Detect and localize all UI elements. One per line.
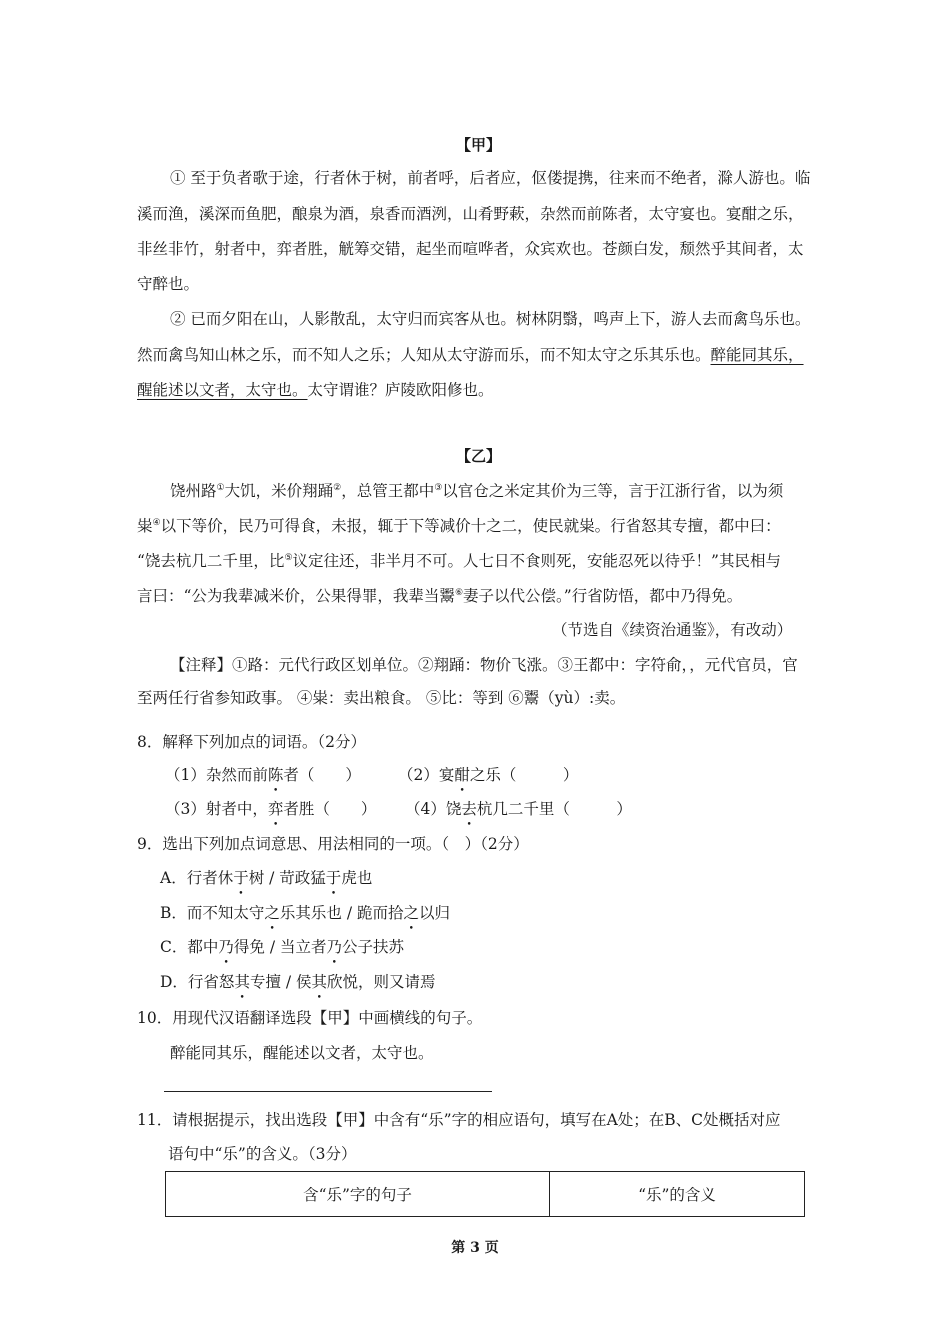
- yi-text: “饶去杭几二千里，比: [137, 552, 285, 570]
- yi-text: 议定往还，非半月不可。人七日不食则死，安能忍死以待乎！”其民相与: [292, 552, 781, 570]
- table-header-sentence: 含“乐”字的句子: [166, 1172, 550, 1217]
- yi-line-1: [170, 480, 783, 502]
- q9-option-c[interactable]: [160, 936, 404, 958]
- q9-option-d[interactable]: [160, 971, 436, 993]
- q10-sentence: 醉能同其乐，醒能述以文者，太守也。: [170, 1044, 434, 1062]
- dotted-word: 乃: [218, 938, 234, 956]
- question-11-line-2: 语句中“乐”的含义。（3分）: [168, 1145, 357, 1163]
- footnote-marker: ②: [333, 482, 342, 493]
- jia-line-6: [137, 344, 804, 366]
- q8-text: （3）射者中，: [165, 800, 268, 818]
- yi-text: 饶州路: [170, 482, 217, 500]
- q9-option-b[interactable]: [160, 902, 450, 924]
- footnote-marker: ③: [434, 482, 443, 493]
- footnote-marker: ⑥: [454, 587, 464, 598]
- question-10-stem: 10．用现代汉语翻译选段【甲】中画横线的句子。: [137, 1009, 483, 1027]
- dotted-word: 酣: [454, 766, 470, 784]
- underlined-sentence-part-2: 醒能述以文者，太守也。: [137, 381, 308, 399]
- jia-line-2: 溪而渔，溪深而鱼肥，酿泉为酒，泉香而酒洌，山肴野蔌，杂然而前陈者，太守宴也。宴酣之乐，: [137, 205, 804, 223]
- dotted-word: 其: [311, 973, 328, 991]
- option-text: 欣悦，则又请焉: [327, 973, 436, 991]
- option-text: A．行者休: [160, 869, 234, 887]
- q8-item-4: [405, 798, 632, 820]
- footnote-marker: ④: [152, 517, 161, 528]
- q9-option-a[interactable]: [160, 867, 372, 889]
- section-yi-heading: 【乙】: [456, 447, 502, 465]
- dotted-word: 其: [234, 973, 250, 991]
- jia-line-4: 守醉也。: [137, 275, 200, 293]
- yi-text: ，总管王都中: [341, 482, 435, 500]
- jia-line-6-text: 然而禽鸟知山林之乐，而不知人之乐；人知从太守游而乐，而不知太守之乐其乐也。: [137, 346, 711, 364]
- jia-line-7: [137, 379, 494, 401]
- notes-line-1: 【注释】①路：元代行政区划单位。②翔踊：物价飞涨。③王都中：字符俞，，元代官员，官: [170, 656, 798, 674]
- dotted-word: 于: [325, 869, 342, 887]
- notes-line-2: 至两任行省参知政事。 ④粜：卖出粮食。 ⑤比：等到 ⑥鬻（yù）:卖。: [137, 689, 626, 707]
- question-11-line-1: 11．请根据提示，找出选段【甲】中含有“乐”字的相应语句，填写在A处；在B、C处概括对应: [137, 1111, 781, 1129]
- option-text: D．行省怒: [160, 973, 235, 991]
- yi-text: 妻子以代公偿。”行省防悟，都中乃得免。: [463, 587, 743, 605]
- jia-line-5: ② 已而夕阳在山，人影散乱，太守归而宾客从也。树林阴翳，鸣声上下，游人去而禽鸟乐也。: [170, 310, 811, 328]
- answer-blank[interactable]: 者（ ）: [283, 766, 361, 784]
- answer-blank[interactable]: 之乐（ ）: [469, 766, 579, 784]
- page-number: 第 3 页: [451, 1240, 499, 1256]
- q8-item-1: [165, 764, 361, 786]
- dotted-word: 弈: [267, 800, 284, 818]
- yi-text: 粜: [137, 517, 153, 535]
- yi-text: 言曰：“公为我辈减米价，公果得罪，我辈当鬻: [137, 587, 455, 605]
- jia-line-1: ① 至于负者歌于途，行者休于树，前者呼，后者应，伛偻提携，往来而不绝者，滁人游也。临: [170, 169, 811, 187]
- table-header-meaning: “乐”的含义: [550, 1172, 805, 1217]
- answer-blank[interactable]: 者胜（ ）: [283, 800, 377, 818]
- dotted-word: 之: [403, 904, 420, 922]
- q8-item-3: [165, 798, 376, 820]
- option-text: C．都中: [160, 938, 219, 956]
- question-9-stem: 9．选出下列加点词意思、用法相同的一项。（ ）（2分）: [137, 835, 529, 853]
- dotted-word: 乃: [326, 938, 342, 956]
- q8-item-2: [398, 764, 578, 786]
- question-8-stem: 8．解释下列加点的词语。（2分）: [137, 733, 366, 751]
- footnote-marker: ①: [216, 482, 225, 493]
- q8-text: （1）杂然而前: [165, 766, 268, 784]
- q8-text: （4）饶: [405, 800, 462, 818]
- yi-line-2: [137, 515, 781, 537]
- yi-line-3: [137, 550, 781, 572]
- dotted-word: 之: [264, 904, 280, 922]
- yi-text: 以下等价，民乃可得食，未报，辄于下等减价十之二，使民就粜。行省怒其专擅，都中曰：: [160, 517, 781, 535]
- option-text: 虎也: [341, 869, 373, 887]
- option-text: 乐其乐也 / 跪而拾: [279, 904, 404, 922]
- underlined-sentence-part-1: 醉能同其乐，: [710, 346, 804, 364]
- jia-line-7-text: 太守谓谁？庐陵欧阳修也。: [307, 381, 494, 399]
- dotted-word: 于: [233, 869, 249, 887]
- jia-line-3: 非丝非竹，射者中，弈者胜，觥筹交错，起坐而喧哗者，众宾欢也。苍颜白发，颓然乎其间者，太: [137, 240, 804, 258]
- option-text: 得免 / 当立者: [233, 938, 327, 956]
- yi-text: 大饥，米价翔踊: [224, 482, 334, 500]
- q8-text: （2）宴: [398, 766, 455, 784]
- option-text: 以归: [419, 904, 451, 922]
- source-citation: （节选自《续资治通鉴》，有改动）: [552, 621, 793, 639]
- option-text: B．而不知太守: [160, 904, 265, 922]
- footnote-marker: ⑤: [284, 552, 293, 563]
- yi-line-4: [137, 585, 742, 607]
- section-jia-heading: 【甲】: [456, 136, 502, 154]
- dotted-word: 陈: [267, 766, 284, 784]
- dotted-word: 去: [461, 800, 477, 818]
- option-text: 树 / 苛政猛: [248, 869, 326, 887]
- answer-line[interactable]: [164, 1091, 492, 1092]
- option-text: 专擅 / 侯: [249, 973, 312, 991]
- yi-text: 以官仓之米定其价为三等，言于江浙行省，以为须: [442, 482, 784, 500]
- option-text: 公子扶苏: [341, 938, 404, 956]
- answer-table: [165, 1171, 805, 1217]
- answer-blank[interactable]: 杭几二千里（ ）: [476, 800, 632, 818]
